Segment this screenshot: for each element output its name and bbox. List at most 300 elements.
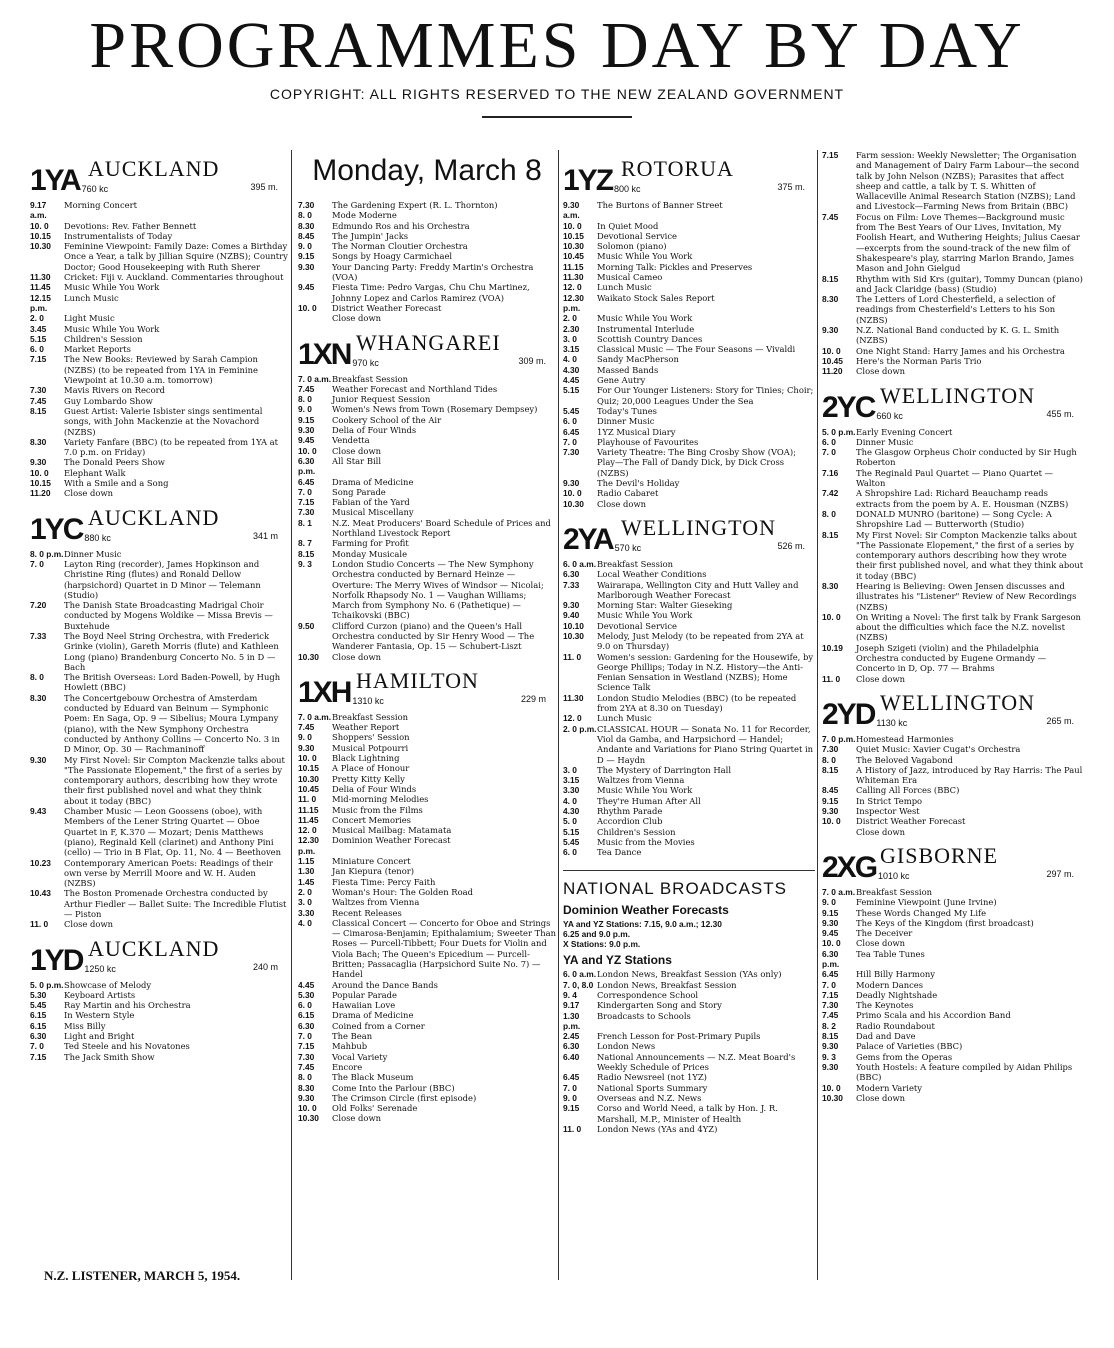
programme-desc: Elephant Walk [64,467,126,478]
programme-time: 7.30 [298,1051,315,1062]
programme-desc: Morning Concert [64,200,137,210]
programme-row [298,805,556,815]
programme-desc: Gene Autry [597,375,646,386]
programme-row [822,437,1084,447]
programme-time: 11.15 [563,261,584,272]
column-divider [817,150,818,1280]
programme-time: 10.30 [298,1113,319,1124]
programme-time: 4.45 [298,979,315,990]
programme-desc: All Star Bill [332,455,382,466]
programme-desc: 1YZ Musical Diary [597,426,676,437]
programme-row [563,713,815,723]
programme-desc: Massed Bands [597,364,659,375]
programme-desc: Waikato Stock Sales Report [597,292,715,303]
programme-desc: The British Overseas: Lord Baden-Powell, by Hugh Howlett (BBC) [64,672,281,693]
programme-time: 8.15 [822,273,839,284]
page-title: PROGRAMMES DAY BY DAY [89,9,1025,82]
programme-time: 2. 0 [30,313,44,324]
programme-time: 8. 0 [298,210,312,221]
programme-time: 9.17 [563,1000,580,1011]
programme-row [563,365,815,375]
programme-time: 11.15 [298,804,319,815]
programme-desc: Dinner Music [597,416,655,427]
programme-row [298,1072,556,1082]
programme-time: 7.15 [822,989,839,1000]
programme-desc: Hill Billy Harmony [856,969,935,980]
programme-desc: Close down [597,498,647,509]
programme-desc: Around the Dance Bands [332,979,438,990]
programme-time: 8. 1 [298,517,312,528]
programme-desc: London Studio Concerts — The New Symphony Orchestra conducted by Bernard Heinze — Overture: The Merry Wives of Windsor — Nicolai; Norfolk Rhapsody No. 1 — Vaughan Williams; March from Symphony No. 6 (Pathetique) — Tchaikovski (BBC) [332,558,544,621]
programme-time: 10. 0 [30,467,49,478]
programme-row [298,241,556,251]
station-city: WELLINGTON [621,514,776,540]
programme-row [298,732,556,742]
station-frequency: 570 kc [614,542,642,553]
programme-time: 7. 0 [563,436,577,447]
programme-time: 11.30 [563,692,584,703]
programme-row [822,427,1084,437]
programme-row [563,375,815,385]
programme-row [298,559,556,621]
programme-desc: Close down [332,651,382,662]
station-code: 1XN [298,337,351,371]
programme-row [30,600,288,631]
programme-time: 7. 0 [30,1041,44,1052]
programme-row [822,806,1084,816]
programme-desc: Woman's Hour: The Golden Road [332,886,473,897]
programme-time: 3. 0 [563,764,577,775]
column-2 [298,150,556,1278]
programme-row [30,457,288,467]
programme-desc: Miniature Concert [332,856,411,867]
programme-row [563,837,815,847]
programme-desc: Correspondence School [597,990,699,1000]
programme-desc: The Norman Cloutier Orchestra [332,241,468,252]
programme-desc: Homestead Harmonies [856,733,954,744]
programme-time: 12. 0 [563,713,582,724]
national-broadcasts-title: NATIONAL BROADCASTS [563,870,815,899]
programme-time: 9.30 [822,917,839,928]
programme-desc: Rhythm Parade [597,806,663,817]
programme-desc: Songs by Hoagy Carmichael [332,251,453,262]
programme-time: 9. 0 [822,897,836,908]
programme-time: 6.45 [563,426,580,437]
column-divider [558,150,559,1280]
programme-time: 6.45 [298,476,315,487]
programme-row [30,693,288,755]
programme-row [298,835,556,856]
programme-row [298,887,556,897]
programme-time: 10. 0 [298,1103,317,1114]
programme-desc: Instrumental Interlude [597,323,695,334]
programme-row [298,251,556,261]
programme-desc: Hawaiian Love [332,1000,396,1011]
programme-row [822,468,1084,489]
programme-desc: Close down [332,1113,382,1124]
programme-desc: In Quiet Mood [597,220,659,231]
programme-row [563,437,815,447]
programme-desc: Mahbub [332,1041,368,1052]
programme-row [563,806,815,816]
programme-time: 11. 0 [563,651,582,662]
programme-row [822,938,1084,948]
programme-desc: Variety Fanfare (BBC) (to be repeated from 1YA at 7.0 p.m. on Friday) [64,436,279,458]
programme-desc: Contemporary American Poets: Readings of their own verse by Merrill Moore and W. H. Auden (NZBS) [64,857,273,889]
programme-row [822,530,1084,581]
programme-desc: Delia of Four Winds [332,783,417,794]
programme-desc: Music While You Work [64,282,160,293]
programme-desc: Deadly Nightshade [856,989,938,1000]
programme-desc: The Danish State Broadcasting Madrigal Choir conducted by Mogens Woldike — Missa Brevis — Buxtehude [64,600,273,631]
programme-time: 4. 0 [563,354,577,365]
programme-row [298,743,556,753]
programme-time: 7.30 [298,200,315,210]
programme-desc: Monday Musicale [332,548,408,559]
programme-row [298,908,556,918]
programme-time: 5. 0 [563,816,577,827]
programme-desc: Early Evening Concert [856,426,953,437]
programme-desc: Old Folks' Serenade [332,1103,418,1114]
programme-row [822,990,1084,1000]
programme-desc: Close down [64,919,114,930]
programme-time: 7. 0, 8.0 [563,979,594,990]
programme-time: 10.10 [563,620,584,631]
programme-row [822,150,1084,212]
programme-row [822,1000,1084,1010]
station-code: 1YD [30,943,83,977]
programme-row [563,1093,815,1103]
programme-desc: Sandy MacPherson [597,354,679,365]
programme-desc: Farm session: Weekly Newsletter; The Organisation and Management of Dairy Farm Labour—the second talk by John Nelson (NZBS); Parasites that affect sheep and cattle, a talk by T. S. Whitten of Wallaceville Animal Research Station (NZBS); Land and Livestock—Farming News from Britain (BBC) [856,150,1080,212]
programme-desc: Today's Tunes [597,405,657,416]
programme-row [298,549,556,559]
programme-desc: Accordion Club [597,816,663,827]
column-divider [291,150,292,1280]
programme-row [30,549,288,559]
programme-row [30,672,288,693]
programme-desc: Lunch Music [597,282,652,293]
programme-desc: Ray Martin and his Orchestra [64,1000,191,1011]
programme-desc: Cricket: Fiji v. Auckland. Commentaries throughout [64,272,284,283]
programme-time: 10.15 [30,230,51,241]
programme-row [30,293,288,314]
programme-row [298,1052,556,1062]
programme-desc: Children's Session [597,826,676,837]
programme-desc: Music While You Work [597,251,693,262]
programme-desc: Breakfast Session [597,558,674,569]
programme-desc: Delia of Four Winds [332,425,417,436]
programme-row [298,303,556,313]
programme-row [563,631,815,652]
programme-row [563,969,815,979]
programme-row [563,621,815,631]
programme-desc: Local Weather Conditions [597,569,707,580]
programme-desc: The Keys of the Kingdom (first broadcast) [856,917,1034,928]
programme-time: 8.45 [298,230,315,241]
programme-time: 9.30 [298,261,315,272]
programme-desc: Ted Steele and his Novatones [64,1041,190,1052]
programme-desc: Breakfast Session [332,711,409,722]
programme-desc: Light Music [64,313,115,324]
programme-time: 9.15 [563,1103,580,1114]
programme-time: 10. 0 [822,816,841,827]
programme-time: 7.33 [30,630,47,641]
programme-row [30,888,288,919]
programme-row [563,1103,815,1124]
programme-desc: Modern Variety [856,1082,923,1093]
programme-desc: The Burtons of Banner Street [597,200,723,210]
programme-time: 12. 0 [563,282,582,293]
programme-desc: The Black Museum [332,1072,414,1083]
programme-time: 8. 0 [822,754,836,765]
programme-row [298,415,556,425]
programme-desc: Here's the Norman Paris Trio [856,355,982,366]
programme-row [822,366,1084,376]
programme-time: 8. 0 [298,394,312,405]
programme-row [563,231,815,241]
programme-desc: Inspector West [856,806,920,817]
programme-desc: Cookery School of the Air [332,414,442,425]
programme-time: 7.45 [298,383,315,394]
programme-time: 12.30 p.m. [298,835,319,856]
programme-desc: The Jack Smith Show [64,1051,155,1062]
programme-time: 7. 0 [822,447,836,458]
programme-desc: In Western Style [64,1010,135,1021]
programme-desc: Music from the Movies [597,836,695,847]
programme-time: 9.30 [822,1041,839,1052]
programme-row [563,221,815,231]
programme-row [298,435,556,445]
programme-row [563,385,815,406]
programme-time: 1.45 [298,876,315,887]
programme-row [30,406,288,437]
programme-time: 7.45 [298,1061,315,1072]
programme-row [822,1021,1084,1031]
programme-time: 7. 0 a.m. [298,373,332,384]
programme-row [30,272,288,282]
programme-row [30,858,288,889]
programme-time: 4.30 [563,806,580,817]
programme-row [298,477,556,487]
programme-row [563,354,815,364]
programme-row [563,313,815,323]
programme-desc: Feminine Viewpoint (June Irvine) [856,897,997,908]
station-city: AUCKLAND [88,156,220,181]
programme-time: 6.15 [30,1010,47,1021]
programme-desc: Farming for Profit [332,538,409,549]
programme-row [563,488,815,498]
programme-row [298,507,556,517]
programme-row [563,324,815,334]
programme-time: 4.30 [563,364,580,375]
programme-time: 2. 0 [298,886,312,897]
programme-desc: Close down [856,1092,906,1103]
programme-time: 7.45 [30,395,47,406]
programme-row [822,356,1084,366]
programme-time: 6.15 [298,1010,315,1021]
station-city: GISBORNE [880,842,999,868]
programme-desc: Shoppers' Session [332,732,410,743]
programme-desc: Close down [856,938,906,949]
programme-desc: London Studio Melodies (BBC) (to be repeated from 2YA at 8.30 on Tuesday) [597,692,797,714]
station-code: 2YA [563,522,613,556]
programme-desc: Waltzes from Vienna [332,897,420,908]
programme-row [563,262,815,272]
programme-time: 9.45 [822,928,839,939]
programme-time: 10. 0 [822,938,841,949]
programme-time: 5.45 [30,1000,47,1011]
programme-row [298,1103,556,1113]
title-rule [482,116,632,118]
programme-row [563,1052,815,1073]
programme-time: 11. 0 [30,919,49,930]
programme-row [298,1083,556,1093]
programme-time: 10. 0 [298,445,317,456]
programme-row [563,693,815,714]
station-header [30,505,288,547]
programme-time: 8.15 [298,548,315,559]
programme-desc: Chamber Music — Leon Goossens (oboe), with Members of the Lener String Quartet — Oboe Quartet in F, K.370 — Mozart; Denis Matthews (piano), Reginald Kell (clarinet) and Anthony Pini (cello) — Trio in B Flat, Op. 11, No. 4 — Beethoven [64,806,282,858]
programme-desc: Close down [332,445,382,456]
copyright-notice: COPYRIGHT: ALL RIGHTS RESERVED TO THE NEW ZEALAND GOVERNMENT [269,86,845,102]
programme-row [298,652,556,662]
programme-time: 7. 0 [298,486,312,497]
programme-row [298,784,556,794]
programme-desc: The Deceiver [856,928,913,939]
programme-row [298,446,556,456]
programme-time: 9.30 [298,1092,315,1103]
programme-row [298,990,556,1000]
programme-row [822,816,1084,826]
station-city: HAMILTON [356,667,479,693]
programme-time: 9. 4 [563,990,577,1000]
programme-row [822,918,1084,928]
programme-time: 5.15 [30,333,47,344]
programme-row [822,765,1084,786]
programme-desc: Calling All Forces (BBC) [856,785,960,796]
programme-time: 6.40 [563,1051,580,1062]
programme-desc: N.Z. Meat Producers' Board Schedule of Prices and Northland Livestock Report [332,517,551,539]
programme-row [30,344,288,354]
programme-row [30,919,288,929]
programme-desc: Close down [332,313,382,324]
programme-row [822,1052,1084,1062]
programme-row [822,1083,1084,1093]
programme-row [563,241,815,251]
programme-desc: District Weather Forecast [856,816,966,827]
programme-time: 2.30 [563,323,580,334]
programme-desc: Quiet Music: Xavier Cugat's Orchestra [856,744,1021,755]
programme-desc: Black Lightning [332,753,400,764]
station-frequency: 800 kc [614,184,641,194]
programme-row [563,447,815,478]
programme-row [563,980,815,990]
programme-time: 3. 0 [298,897,312,908]
programme-time: 11.30 [563,272,584,283]
programme-row [563,272,815,282]
programme-time: 9.30 a.m. [563,200,580,221]
programme-time: 8.30 [298,220,315,231]
programme-time: 8.15 [822,1031,839,1042]
programme-desc: Lunch Music [64,292,119,303]
programme-desc: Drama of Medicine [332,1010,414,1021]
weather-forecast-heading: Dominion Weather Forecasts [563,902,729,917]
programme-row [822,796,1084,806]
programme-desc: The Crimson Circle (first episode) [332,1092,477,1103]
programme-desc: Recent Releases [332,907,402,918]
programme-row [563,1000,815,1010]
programme-desc: Music While You Work [597,785,693,796]
programme-time: 10.30 [298,773,319,784]
programme-time: 11. 0 [822,673,841,684]
programme-time: 2. 0 [563,313,577,324]
programme-desc: The Boston Promenade Orchestra conducted by Arthur Fiedler — Ballet Suite: The Incredible Flutist — Piston [64,888,287,919]
programme-time: 5.30 [298,989,315,1000]
programme-desc: Youth Hostels: A feature compiled by Aidan Philips (BBC) [856,1061,1073,1083]
programme-time: 10. 0 [822,611,841,622]
programme-row [822,294,1084,325]
programme-time: 5.45 [563,405,580,416]
programme-row [822,755,1084,765]
programme-time: 9.30 [563,600,580,611]
programme-row [563,610,815,620]
programme-time: 11. 0 [298,794,317,805]
programme-desc: DONALD MUNRO (baritone) — Song Cycle: A Shropshire Lad — Butterworth (Studio) [856,508,1052,530]
programme-desc: Your Dancing Party: Freddy Martin's Orchestra (VOA) [332,261,534,283]
programme-desc: A Shropshire Lad: Richard Beauchamp reads extracts from the poem by A. E. Housman (NZBS) [856,488,1069,509]
programme-desc: Music While You Work [597,610,693,621]
programme-row [30,631,288,672]
column-1 [30,150,288,1278]
programme-row [563,559,815,569]
programme-row [30,1041,288,1051]
forecast-line: X Stations: 9.0 p.m. [563,939,641,950]
programme-time: 7.45 [822,211,839,222]
programme-time: 7.15 [30,354,47,365]
programme-row [563,1124,815,1134]
programme-time: 11.20 [822,366,843,377]
programme-time: 8.45 [822,785,839,796]
programme-desc: Corso and World Need, a talk by Hon. J. R. Marshall, M.P., Minister of Health [597,1103,778,1124]
programme-desc: Jan Kiepura (tenor) [332,866,415,877]
programme-desc: Edmundo Ros and his Orchestra [332,220,470,231]
programme-desc: The Glasgow Orpheus Choir conducted by Sir Hugh Roberton [856,447,1077,468]
programme-row [563,796,815,806]
programme-row [563,406,815,416]
programme-desc: Radio Cabaret [597,488,659,499]
programme-desc: Close down [856,673,906,684]
forecast-line: YA and YZ Stations: 7.15, 9.0 a.m.; 12.30 [563,918,722,929]
programme-row [563,427,815,437]
station-wavelength: 229 m [520,693,546,704]
programme-row [822,1010,1084,1020]
programme-desc: Children's Session [64,333,143,344]
programme-time: 3.15 [563,344,580,355]
programme-desc: The Concertgebouw Orchestra of Amsterdam conducted by Eduard van Beinum — Symphonic Poem: En Saga, Op. 9 — Sibelius; Moura Lympany (piano), with the New Symphony Orchestra conducted by Anthony Collins — Concerto No. 3 in D Minor, Op. 30 — Rachmaninoff [64,692,280,755]
programme-time: 10. 0 [563,220,582,231]
programme-time: 8.15 [822,529,839,540]
programme-row [563,1031,815,1041]
station-wavelength: 526 m. [777,540,805,551]
programme-time: 10. 0 [563,488,582,499]
programme-desc: Breakfast Session [856,886,933,897]
programme-desc: Pretty Kitty Kelly [332,773,405,784]
programme-time: 9. 0 [298,732,312,743]
programme-row [563,827,815,837]
programme-desc: The Reginald Paul Quartet — Piano Quartet — Walton [856,467,1054,489]
programme-row [563,600,815,610]
